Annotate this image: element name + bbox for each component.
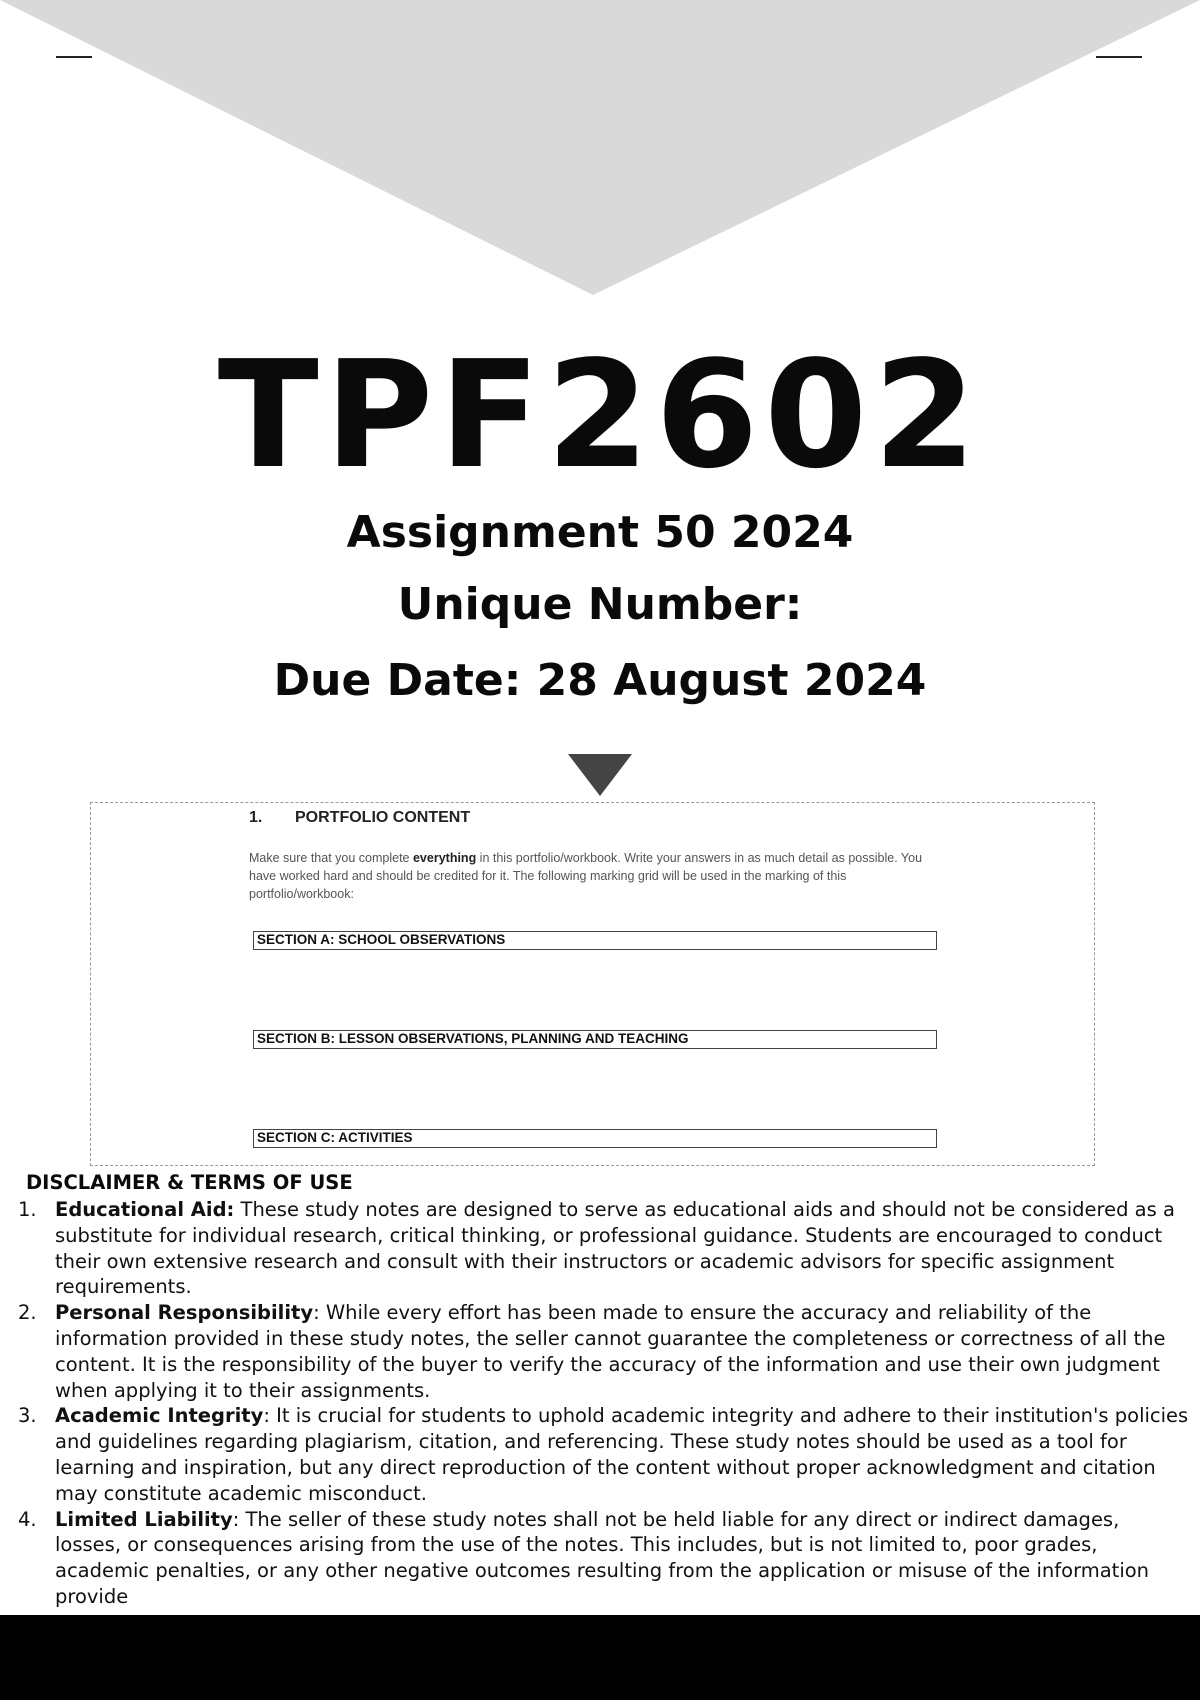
corner-rule-left bbox=[56, 56, 92, 58]
terms-item-heading: Limited Liability bbox=[55, 1507, 233, 1531]
preview-para-end: in this portfolio/workbook. Write your answers in as much detail as possible. You have worked hard and should be credited for it. The following marking grid will be used in the marking of this portfolio/workbook: bbox=[249, 851, 923, 901]
terms-item-heading: Educational Aid: bbox=[55, 1198, 235, 1221]
terms-item-number: 1. bbox=[18, 1198, 37, 1221]
unique-number-label: Unique Number: bbox=[397, 579, 803, 630]
terms-item-heading: Personal Responsibility bbox=[55, 1301, 314, 1325]
preview-para-start: Make sure that you complete bbox=[249, 851, 413, 865]
terms-item bbox=[18, 1403, 1190, 1506]
terms-item bbox=[18, 1507, 1190, 1610]
assignment-label: Assignment 50 2024 bbox=[346, 507, 854, 558]
terms-item-text: : While every effort has been made to ensure the accuracy and reliability of the information provided in these study notes, the seller cannot guarantee the completeness or correctness of all the content. It is the responsibility of the buyer to verify the accuracy of the information and use their own judgment when applying it to their assignments. bbox=[55, 1301, 1166, 1402]
preview-para-bold: everything bbox=[412, 851, 477, 865]
terms-item-text: : The seller of these study notes shall not be held liable for any direct or indirect damages, losses, or consequences arising from the use of the notes. This includes, but is not limited to, poor grades, academic penalties, or any other negative outcomes resulting from the application or misuse of the information provide bbox=[55, 1507, 1150, 1608]
disclaimer-heading: DISCLAIMER & TERMS OF USE bbox=[26, 1171, 353, 1194]
section-a-box: SECTION A: SCHOOL OBSERVATIONS bbox=[253, 931, 937, 950]
terms-item-heading: Academic Integrity bbox=[55, 1404, 264, 1428]
section-b-box: SECTION B: LESSON OBSERVATIONS, PLANNING AND TEACHING bbox=[253, 1030, 937, 1049]
preview-heading bbox=[249, 809, 470, 827]
footer-bar bbox=[0, 1615, 1200, 1700]
section-c-box: SECTION C: ACTIVITIES bbox=[253, 1129, 937, 1148]
due-date-label: Due Date: 28 August 2024 bbox=[273, 655, 927, 706]
terms-item bbox=[18, 1300, 1190, 1403]
document-preview bbox=[90, 802, 1095, 1166]
terms-item-number: 2. bbox=[18, 1301, 37, 1325]
terms-list bbox=[18, 1197, 1190, 1610]
terms-item-text: These study notes are designed to serve as educational aids and should not be considered as a substitute for individual research, critical thinking, or professional guidance. Students are encouraged to conduct their own extensive research and consult with their instructors or academic advisors for specific assignment requirements. bbox=[55, 1198, 1175, 1299]
course-code-title: TPF2602 bbox=[217, 329, 983, 501]
preview-heading-text: PORTFOLIO CONTENT bbox=[295, 809, 471, 826]
header-chevron-shape bbox=[0, 0, 1200, 300]
down-arrow-icon bbox=[568, 754, 632, 796]
corner-rule-right bbox=[1096, 56, 1142, 58]
preview-heading-number: 1. bbox=[249, 809, 263, 826]
terms-item-number: 3. bbox=[18, 1404, 37, 1428]
terms-item-text: : It is crucial for students to uphold academic integrity and adhere to their institution's policies and guidelines regarding plagiarism, citation, and referencing. These study notes should be used as a tool for learning and inspiration, but any direct reproduction of the content without proper acknowledgment and citation may constitute academic misconduct. bbox=[55, 1404, 1189, 1505]
terms-item bbox=[18, 1197, 1190, 1300]
terms-item-number: 4. bbox=[18, 1507, 37, 1531]
preview-paragraph bbox=[249, 849, 939, 903]
